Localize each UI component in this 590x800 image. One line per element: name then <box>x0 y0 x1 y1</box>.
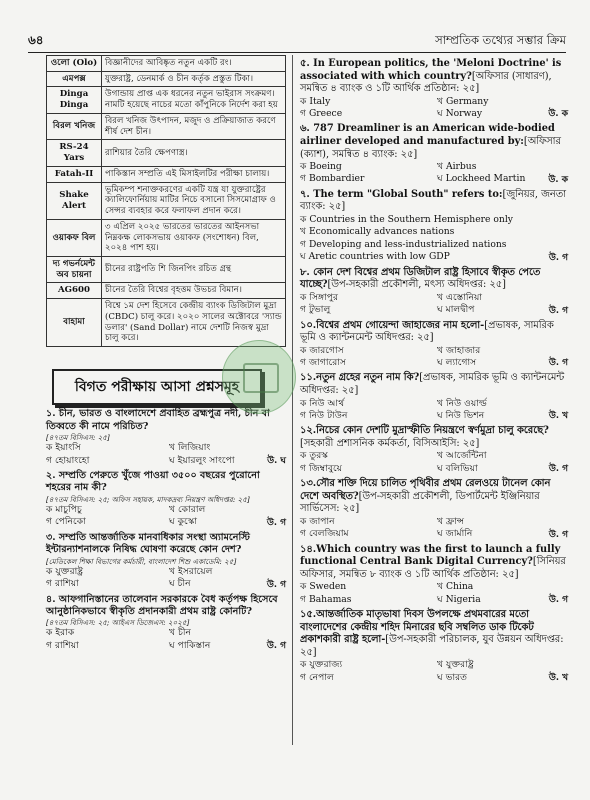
option-item: গ Bombardier <box>300 173 365 185</box>
question-text: ১৫.আন্তর্জাতিক মাতৃভাষা দিবস উপলক্ষে প্রথমবারের মতো বাংলাদেশের কেন্দ্রীয় শহিদ মিনারের ছবি সম্বলিত ডাক টিকেট প্রকাশকারী রাষ্ট্র হলো- <box>300 609 534 646</box>
term-row <box>47 182 286 219</box>
question-item <box>46 532 286 591</box>
question-item <box>300 609 568 684</box>
question-source: [উপ-সহকারী পরিচালক, যুব উন্নয়ন অধিদপ্তর: ২৫] <box>300 634 564 658</box>
answer-label: উ. গ <box>548 252 568 263</box>
option-item: ক Boeing <box>300 161 342 173</box>
option-list <box>300 214 568 264</box>
question-item <box>300 58 568 120</box>
option-item: ক যুক্তরাষ্ট্র <box>46 565 84 577</box>
option-item: ক ইয়াংসি <box>46 442 81 454</box>
option-item: গ Greece <box>300 108 343 120</box>
term-row <box>47 71 286 87</box>
answer-label: উ. গ <box>266 641 286 652</box>
term-description: চীনের রাষ্ট্রপতি শি জিনপিং রচিত গ্রন্থ <box>102 257 286 283</box>
option-item: খ Airbus <box>437 161 477 173</box>
option-item: খ কোরাল <box>169 503 206 515</box>
term-row <box>47 283 286 299</box>
option-item: ঘ পাকিস্তান <box>169 639 211 651</box>
option-item: ক Countries in the Southern Hemisphere only <box>300 213 513 225</box>
answer-label: উ. ক <box>548 109 568 120</box>
option-item: গ Developing and less-industrialized nations <box>300 238 507 250</box>
option-item: গ নিউ টাউন <box>300 409 348 421</box>
term-description: উগান্ডায় প্রাপ্ত এক ধরনের নতুন ভাইরাস সংক্রমণ। নামটি হয়েছে নাচের মতো কাঁপুনিকে নির্দেশ করা হয় <box>102 87 286 113</box>
left-question-list <box>46 408 286 652</box>
option-item: ঘ ল্যাগোস <box>437 357 477 369</box>
option-item: ঘ Norway <box>437 108 483 120</box>
term-description: যুক্তরাষ্ট্র, ডেনমার্ক ও চীন কর্তৃক প্রস্তুত টিকা। <box>102 71 286 87</box>
question-text: ৩. সম্প্রতি আন্তর্জাতিক মানবাধিকার সংস্থা অ্যামনেস্টি ইন্টারন্যাশনালকে নিষিদ্ধ ঘোষণা করেছে কোন দেশ? <box>46 531 250 556</box>
option-item: খ চীন <box>169 627 192 639</box>
option-item: খ ফ্রান্স <box>437 515 465 527</box>
term-description: বিজ্ঞানীদের আবিষ্কৃত নতুন একটি রং। <box>102 56 286 72</box>
option-item: ঘ নিউ ভিশন <box>437 409 485 421</box>
question-source: [সহকারী প্রশাসনিক কর্মকর্তা, বিসিআইসি: ২৫] <box>300 437 480 449</box>
question-source: [প্রভাষক, সামরিক ভূমি ও ক্যান্টনমেন্ট অধিদপ্তর: ২৫] <box>300 372 565 396</box>
question-text: ৭. The term "Global South" refers to: <box>300 188 503 200</box>
column-divider <box>292 55 293 745</box>
question-source: [অফিসার (সাধারণ), সমন্বিত ৪ ব্যাংক ও ১টি আর্থিক প্রতিষ্ঠান: ২৫] <box>300 70 552 95</box>
term-description: বিশ্বে ১ম দেশ হিসেবে কেন্দ্রীয় ব্যাংক ডিজিটাল মুদ্রা (CBDC) চালু করে। ২০২০ সালের অক্টোবরে 'স্যান্ড ডলার' (Sand Dollar) নামে দেশটি নিজস্ব মুদ্রা চালু করে। <box>102 299 286 347</box>
option-item: ঘ Lockheed Martin <box>437 173 526 185</box>
option-item: ঘ চীন <box>169 578 191 590</box>
answer-label: উ. খ <box>548 673 568 684</box>
option-item: গ রাশিয়া <box>46 578 79 590</box>
question-item <box>46 594 286 653</box>
option-item: খ আর্জেন্টিনা <box>437 450 487 462</box>
question-text: ২. সম্প্রতি পেরুতে খুঁজে পাওয়া ৩৫০০ বছরের পুরোনো শহরের নাম কী? <box>46 469 260 494</box>
section-title: বিগত পরীক্ষায় আসা প্রশ্নসমূহ <box>52 369 262 405</box>
term-row <box>47 219 286 256</box>
option-item: ক ইরাক <box>46 627 75 639</box>
option-item: খ ইসরায়েল <box>169 565 213 577</box>
term-description: ৩ এপ্রিল ২০২৫ ভারতের ভারতের আইনসভা নিম্নকক্ষ লোকসভায় ওয়াকফ (সংশোধন) বিল, ২০২৪ পাশ হয়। <box>102 219 286 256</box>
answer-label: উ. খ <box>548 411 568 422</box>
question-source: [সিনিয়র অফিসার, সমন্বিত ৮ ব্যাংক ও ১টি আর্থিক প্রতিষ্ঠান: ২৫] <box>300 556 566 580</box>
answer-label: উ. ক <box>548 174 568 185</box>
option-item: খ Germany <box>437 95 489 107</box>
question-source: [উপ-সহকারী প্রকৌশলী, ডিপার্টমেন্ট ইঞ্জিনিয়ার সার্ভিসেস: ২৫] <box>300 490 540 515</box>
term-name: Dinga Dinga <box>47 87 102 113</box>
term-name: ওলো (Olo) <box>47 56 102 72</box>
question-text: ৮. কোন দেশ বিশ্বের প্রথম ডিজিটাল রাষ্ট্র হিসাবে স্বীকৃত পেতে যাচ্ছে? <box>300 266 541 291</box>
answer-label: উ. গ <box>548 529 568 540</box>
watermark-stamp <box>222 340 296 414</box>
option-item: ঘ Nigeria <box>437 593 481 605</box>
option-item: গ বেলজিয়াম <box>300 528 349 540</box>
question-item <box>300 478 568 540</box>
option-item: খ এস্তোনিয়া <box>437 291 483 303</box>
term-row <box>47 299 286 347</box>
right-question-list <box>300 58 568 684</box>
book-icon <box>243 363 279 393</box>
option-item: ঘ মালদ্বীপ <box>437 304 475 316</box>
term-row <box>47 140 286 166</box>
option-item: ক জাপান <box>300 515 335 527</box>
option-item: খ নিউ ওয়ার্ল্ড <box>437 397 487 409</box>
page-number: ৬৪ <box>28 33 44 47</box>
answer-label: উ. গ <box>266 579 286 590</box>
option-item: ক Sweden <box>300 581 347 593</box>
term-row <box>47 113 286 139</box>
answer-label: উ. গ <box>266 517 286 528</box>
term-row <box>47 87 286 113</box>
term-description: রাশিয়ার তৈরি ক্ষেপণাস্ত্র। <box>102 140 286 166</box>
option-item: গ টুভালু <box>300 304 331 316</box>
option-item: গ নেপাল <box>300 671 334 683</box>
option-item: ক তুরস্ক <box>300 450 328 462</box>
terms-table <box>46 55 286 347</box>
question-text: ৬. 787 Dreamliner is an American wide-bodied airliner developed and manufactured by: <box>300 123 555 147</box>
answer-label: উ. গ <box>548 464 568 475</box>
term-name: বাহামা <box>47 299 102 347</box>
question-text: ১. চীন, ভারত ও বাংলাদেশে প্রবাহিত ব্রহ্মপুত্র নদী, চীন বা তিব্বতে কী নামে পরিচিত? <box>46 408 270 432</box>
question-item <box>46 408 286 467</box>
option-item: খ Economically advances nations <box>300 226 455 238</box>
option-item: ক যুক্তরাজ্য <box>300 659 343 671</box>
question-text: ৫. In European politics, the 'Meloni Doctrine' is associated with which country? <box>300 58 562 82</box>
question-item <box>300 267 568 317</box>
option-item: গ Bahamas <box>300 593 352 605</box>
option-item: ঘ বলিভিয়া <box>437 462 478 474</box>
option-item: ক নিউ আর্থ <box>300 397 345 409</box>
option-item: ঘ ভারত <box>437 671 468 683</box>
question-source: [৪৭তম বিসিএস: ২৫; আইএস ডিজেএস: ২০২৫] <box>46 618 190 628</box>
running-head: সাম্প্রতিক তথ্যের সম্ভার ক্রিম <box>435 33 566 47</box>
question-item <box>300 189 568 264</box>
option-item: ক Italy <box>300 95 331 107</box>
question-item <box>300 425 568 475</box>
option-item: খ China <box>437 581 474 593</box>
term-name: Fatah-II <box>47 166 102 182</box>
question-source: [অফিসার (ক্যাশ), সমন্বিত ৪ ব্যাংক: ২৫] <box>300 135 561 160</box>
term-description: পাকিস্তান সম্প্রতি এই মিসাইলটির পরীক্ষা চালায়। <box>102 166 286 182</box>
question-source: [৪৭তম বিসিএস: ২৫] <box>46 433 110 443</box>
option-item: খ যুক্তরাষ্ট্র <box>437 659 474 671</box>
answer-label: উ. গ <box>548 358 568 369</box>
term-name: RS-24 Yars <box>47 140 102 166</box>
question-item <box>300 320 568 370</box>
question-text: ১৩.সৌর শক্তি দিয়ে চালিত পৃথিবীর প্রথম রেলওয়ে টানেল কোন দেশে অবস্থিত? <box>300 478 551 502</box>
question-item <box>300 544 568 606</box>
question-text: ৪. আফগানিস্তানের তালেবান সরকারকে বৈধ কর্তৃপক্ষ হিসেবে আনুষ্ঠানিকভাবে স্বীকৃতি প্রদানকারী প্রথম রাষ্ট্র কোনটি? <box>46 593 278 617</box>
question-item <box>300 372 568 422</box>
question-text: ১০.বিশ্বের প্রথম গোয়েন্দা জাহাজের নাম হলো- <box>300 319 485 331</box>
term-name: এমপক্স <box>47 71 102 87</box>
page-header <box>28 30 566 53</box>
question-text: ১৪.Which country was the first to launch a fully functional Central Bank Digital Currency? <box>300 543 561 568</box>
option-item: গ জিম্বাবুয়ে <box>300 462 343 474</box>
option-item: ঘ কুস্কো <box>169 516 197 528</box>
question-item <box>300 123 568 185</box>
option-item: ঘ ইয়ারলুং সাংপো <box>169 454 235 466</box>
answer-label: উ. গ <box>548 595 568 606</box>
option-item: খ জাহাজার <box>437 344 481 356</box>
question-text: ১২.নিচের কোন দেশটি মুদ্রাস্ফীতি নিয়ন্ত্রণে স্বর্ণমুদ্রা চালু করেছে? <box>300 425 549 437</box>
option-item: ক সিঙ্গাপুর <box>300 291 339 303</box>
term-name: ওয়াকফ বিল <box>47 219 102 256</box>
option-item: খ লিজিয়াং <box>169 442 211 454</box>
term-name: দ্য গভর্নমেন্ট অব চায়না <box>47 257 102 283</box>
option-item: ঘ জার্মানি <box>437 528 473 540</box>
term-row <box>47 56 286 72</box>
term-row <box>47 166 286 182</box>
option-item: গ রাশিয়া <box>46 639 79 651</box>
term-description: ভূমিকম্প শনাক্তকরণের একটি যন্ত্র যা যুক্তরাষ্ট্রের ক্যালিফোর্নিয়ায় মাটির নিচে বসানো সিসমোগ্রাফ ও সেন্সর ব্যবহার করে ফলাফল প্রদান করে। <box>102 182 286 219</box>
question-source: [জুনিয়র, জনতা ব্যাংক: ২৫] <box>300 188 566 213</box>
option-item: গ পেনিকো <box>46 516 86 528</box>
question-source: [উপ-সহকারী প্রকৌশলী, মৎস্য অধিদপ্তর: ২৫] <box>327 279 506 291</box>
question-source: [প্রভাষক, সামরিক ভূমি ও ক্যান্টনমেন্ট অধিদপ্তর: ২৫] <box>300 319 554 344</box>
right-column <box>300 55 568 755</box>
question-source: [মেডিকেল শিক্ষা বিভাগের কর্মচারী, বাংলাদেশ শিশু একাডেমি: ২৫] <box>46 556 237 566</box>
option-item: ক মাচুপিচু <box>46 503 82 515</box>
answer-label: উ. গ <box>548 305 568 316</box>
question-source: [৪৭তম বিসিএস: ২৫; অফিস সহায়ক, মাদকদ্রব্য নিয়ন্ত্রণ অধিদপ্তর: ২৫] <box>46 494 250 504</box>
option-item: ঘ Aretic countries with low GDP <box>300 251 450 263</box>
term-name: বিরল খনিজ <box>47 113 102 139</box>
term-name: AG600 <box>47 283 102 299</box>
option-item: ক জারগোস <box>300 344 344 356</box>
term-row <box>47 257 286 283</box>
term-description: চীনের তৈরি বিশ্বের বৃহত্তম উভচর বিমান। <box>102 283 286 299</box>
question-text: ১১.নতুন গ্রহের নতুন নাম কি? <box>300 372 420 384</box>
option-item: গ হোয়াংহো <box>46 454 90 466</box>
answer-label: উ. ঘ <box>267 455 286 466</box>
question-item <box>46 470 286 529</box>
term-description: বিরল খনিজ উৎপাদন, মজুদ ও প্রক্রিয়াজাত করণে শীর্ষ দেশ চীন। <box>102 113 286 139</box>
option-item: গ জাগারোস <box>300 357 346 369</box>
term-name: Shake Alert <box>47 182 102 219</box>
